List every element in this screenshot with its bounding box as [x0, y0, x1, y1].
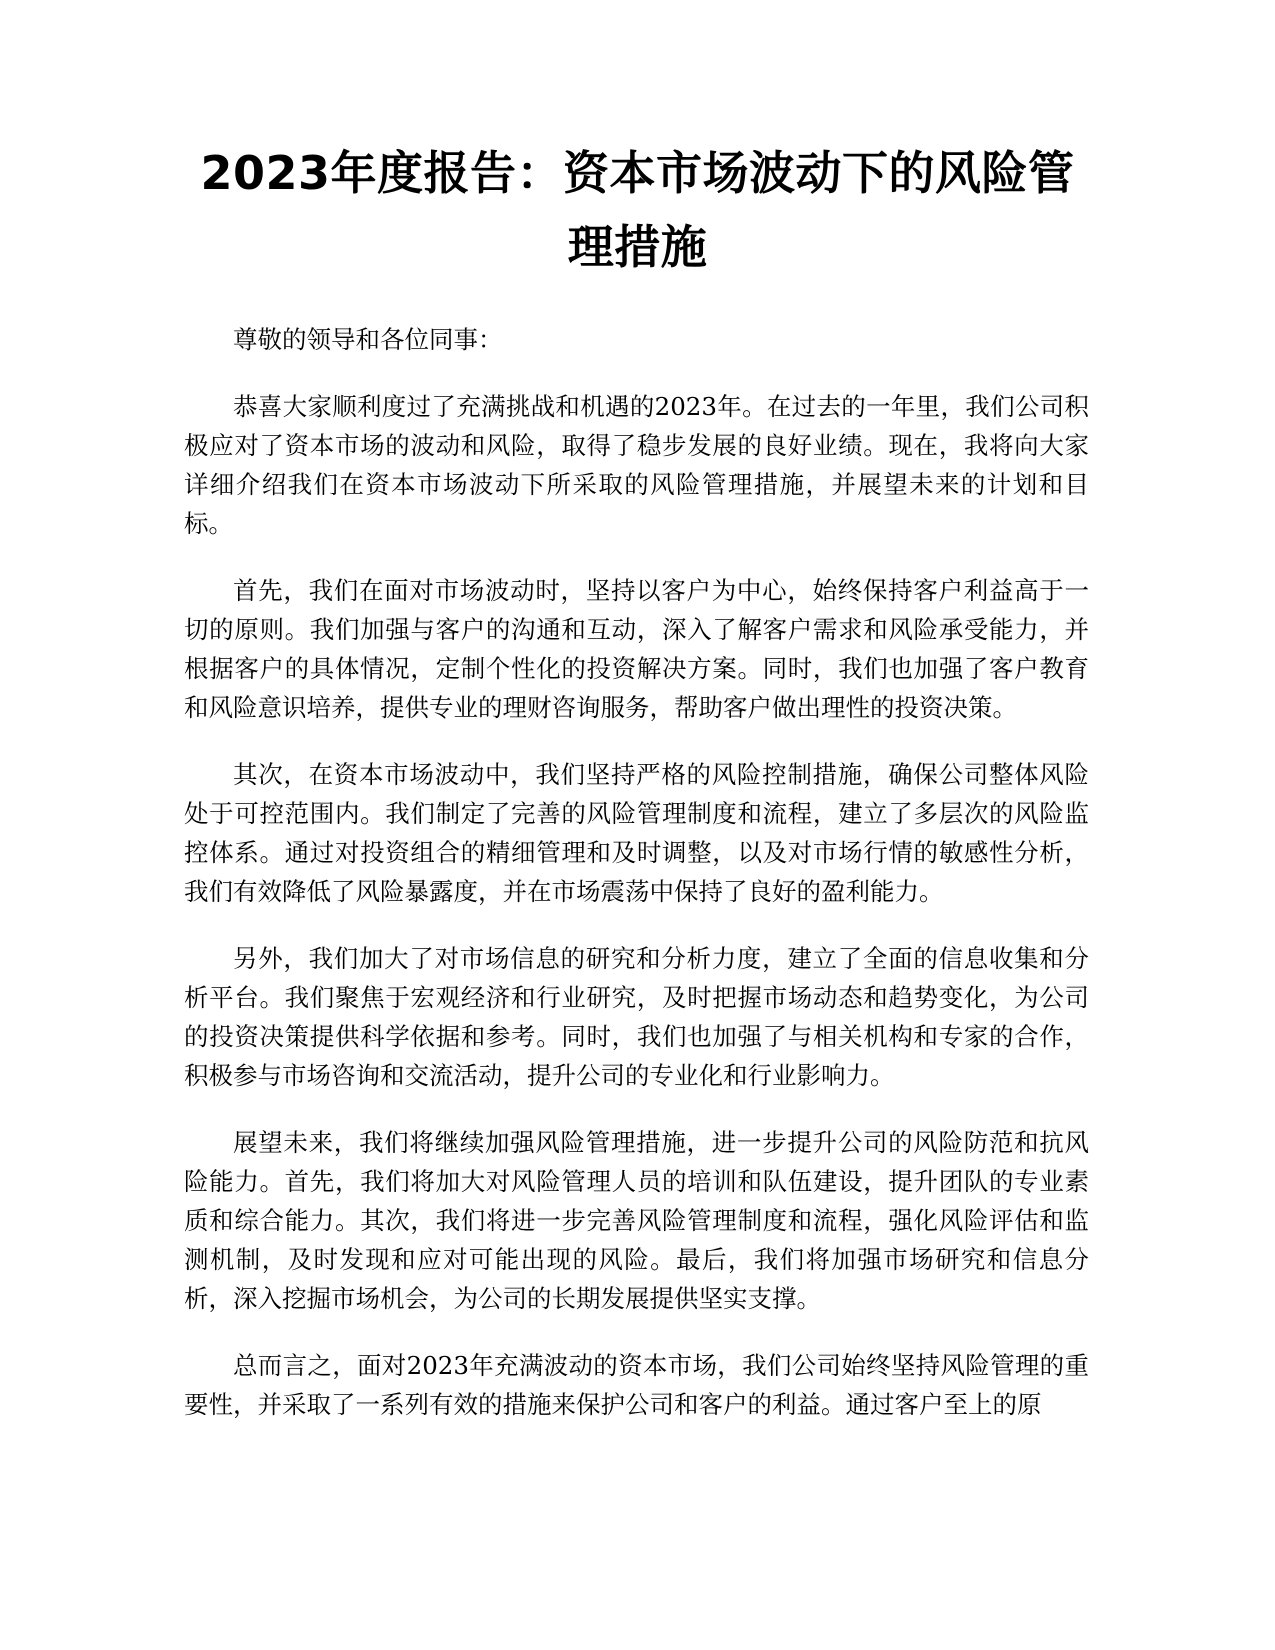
outlook-paragraph: 展望未来，我们将继续加强风险管理措施，进一步提升公司的风险防范和抗风险能力。首先，我们将加大对风险管理人员的培训和队伍建设，提升团队的专业素质和综合能力。其次，我们将进一步完善风险管理制度和流程，强化风险评估和监测机制，及时发现和应对可能出现的风险。最后，我们将加强市场研究和信息分析，深入挖掘市场机会，为公司的长期发展提供坚实支撑。 [184, 1128, 1089, 1313]
conclusion-paragraph: 总而言之，面对2023年充满波动的资本市场，我们公司始终坚持风险管理的重要性，并采取了一系列有效的措施来保护公司和客户的利益。通过客户至上的原 [184, 1351, 1089, 1419]
market-research-paragraph: 另外，我们加大了对市场信息的研究和分析力度，建立了全面的信息收集和分析平台。我们聚焦于宏观经济和行业研究，及时把握市场动态和趋势变化，为公司的投资决策提供科学依据和参考。同时，我们也加强了与相关机构和专家的合作，积极参与市场咨询和交流活动，提升公司的专业化和行业影响力。 [184, 944, 1089, 1090]
salutation-paragraph: 尊敬的领导和各位同事： [233, 325, 503, 354]
document-title: 2023年度报告：资本市场波动下的风险管理措施 [200, 146, 1075, 274]
document-body [184, 320, 1089, 1452]
risk-control-paragraph: 其次，在资本市场波动中，我们坚持严格的风险控制措施，确保公司整体风险处于可控范围内。我们制定了完善的风险管理制度和流程，建立了多层次的风险监控体系。通过对投资组合的精细管理和及时调整，以及对市场行情的敏感性分析，我们有效降低了风险暴露度，并在市场震荡中保持了良好的盈利能力。 [184, 760, 1089, 906]
intro-paragraph: 恭喜大家顺利度过了充满挑战和机遇的2023年。在过去的一年里，我们公司积极应对了资本市场的波动和风险，取得了稳步发展的良好业绩。现在，我将向大家详细介绍我们在资本市场波动下所采取的风险管理措施，并展望未来的计划和目标。 [184, 392, 1089, 538]
client-focus-paragraph: 首先，我们在面对市场波动时，坚持以客户为中心，始终保持客户利益高于一切的原则。我们加强与客户的沟通和互动，深入了解客户需求和风险承受能力，并根据客户的具体情况，定制个性化的投资解决方案。同时，我们也加强了客户教育和风险意识培养，提供专业的理财咨询服务，帮助客户做出理性的投资决策。 [184, 576, 1089, 722]
